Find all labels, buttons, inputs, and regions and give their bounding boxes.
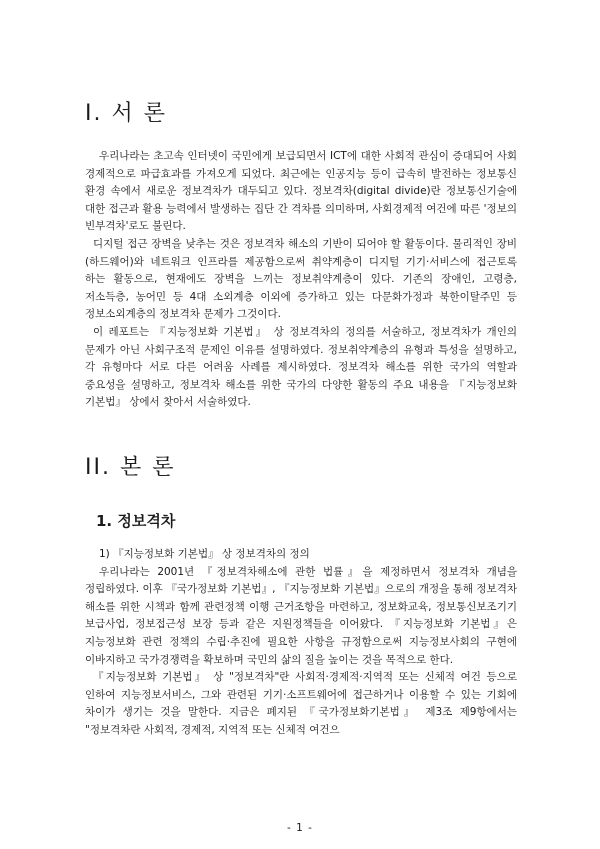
intro-body xyxy=(85,148,517,412)
section-title-body: II. 본 론 xyxy=(85,455,176,480)
page-number: - 1 - xyxy=(287,822,313,834)
body-text xyxy=(85,546,517,740)
intro-paragraph-3: 이 레포트는 『지능정보화 기본법』 상 정보격차의 정의를 서술하고, 정보격차가 개인의 문제가 아닌 사회구조적 문제인 이유를 설명하였다. 정보취약계층의 유형과 특성을 설명하고, 각 유형마다 서로 다른 어려움 사례를 제시하였다. 정보격차 해소를 위한 국가의 역할과 중요성을 설명하고, 정보격차 해소를 위한 국가의 다양한 활동의 주요 내용을 『지능정보화 기본법』 상에서 찾아서 서술하였다. xyxy=(85,325,517,409)
body-paragraph-2: 『지능정보화 기본법』 상 "정보격차"란 사회적·경제적·지역적 또는 신체적 여건 등으로 인하여 지능정보서비스, 그와 관련된 기기·소프트웨어에 접근하거나 이용할 수 있는 기회에 차이가 생기는 것을 말한다. 지금은 폐지된 『국가정보화기본법』 제3조 제9항에서는 "정보격차란 사회적, 경제적, 지역적 또는 신체적 여건으 xyxy=(85,671,517,736)
intro-paragraph-1: 우리나라는 초고속 인터넷이 국민에게 보급되면서 ICT에 대한 사회적 관심이 증대되어 사회 경제적으로 파급효과를 가져오게 되었다. 최근에는 인공지능 등이 급속히 발전하는 정보통신 환경 속에서 새로운 정보격차가 대두되고 있다. 정보격차(digital divide)란 정보통신기술에 대한 접근과 활용 능력에서 발생하는 집단 간 격차를 의미하며, 사회경제적 여건에 따른 '정보의 빈부격차'로도 불린다. xyxy=(85,150,517,233)
section-title-introduction: I. 서 론 xyxy=(85,101,167,126)
item-heading-definition: 1) 『지능정보화 기본법』 상 정보격차의 정의 xyxy=(99,548,310,560)
body-paragraph-1: 우리나라는 2001년 『정보격차해소에 관한 법률』을 제정하면서 정보격차 개념을 정립하였다. 이후 『국가정보화 기본법』, 『지능정보화 기본법』으로의 개정을 통해 정보격차 해소를 위한 시책과 함께 관련정책 이행 근거조항을 마련하고, 정보화교육, 정보통신보조기기 보급사업, 정보접근성 보장 등과 같은 지원정책들을 이어왔다. 『지능정보화 기본법』은 지능정보화 관련 정책의 수립·추진에 필요한 사항을 규정함으로써 지능정보사회의 구현에 이바지하고 국가경쟁력을 확보하며 국민의 삶의 질을 높이는 것을 목적으로 한다. xyxy=(85,565,517,666)
subsection-title-information-gap: 1. 정보격차 xyxy=(96,512,176,530)
intro-paragraph-2: 디지털 접근 장벽을 낮추는 것은 정보격차 해소의 기반이 되어야 할 활동이다. 물리적인 장비(하드웨어)와 네트워크 인프라를 제공함으로써 취약계층이 디지털 기기·서비스에 접근토록 하는 활동으로, 현재에도 장벽을 느끼는 정보취약계층이 있다. 기존의 장애인, 고령층, 저소득층, 농어민 등 4대 소외계층 이외에 증가하고 있는 다문화가정과 북한이탈주민 등 정보소외계층의 정보격차 문제가 그것이다. xyxy=(85,237,517,321)
